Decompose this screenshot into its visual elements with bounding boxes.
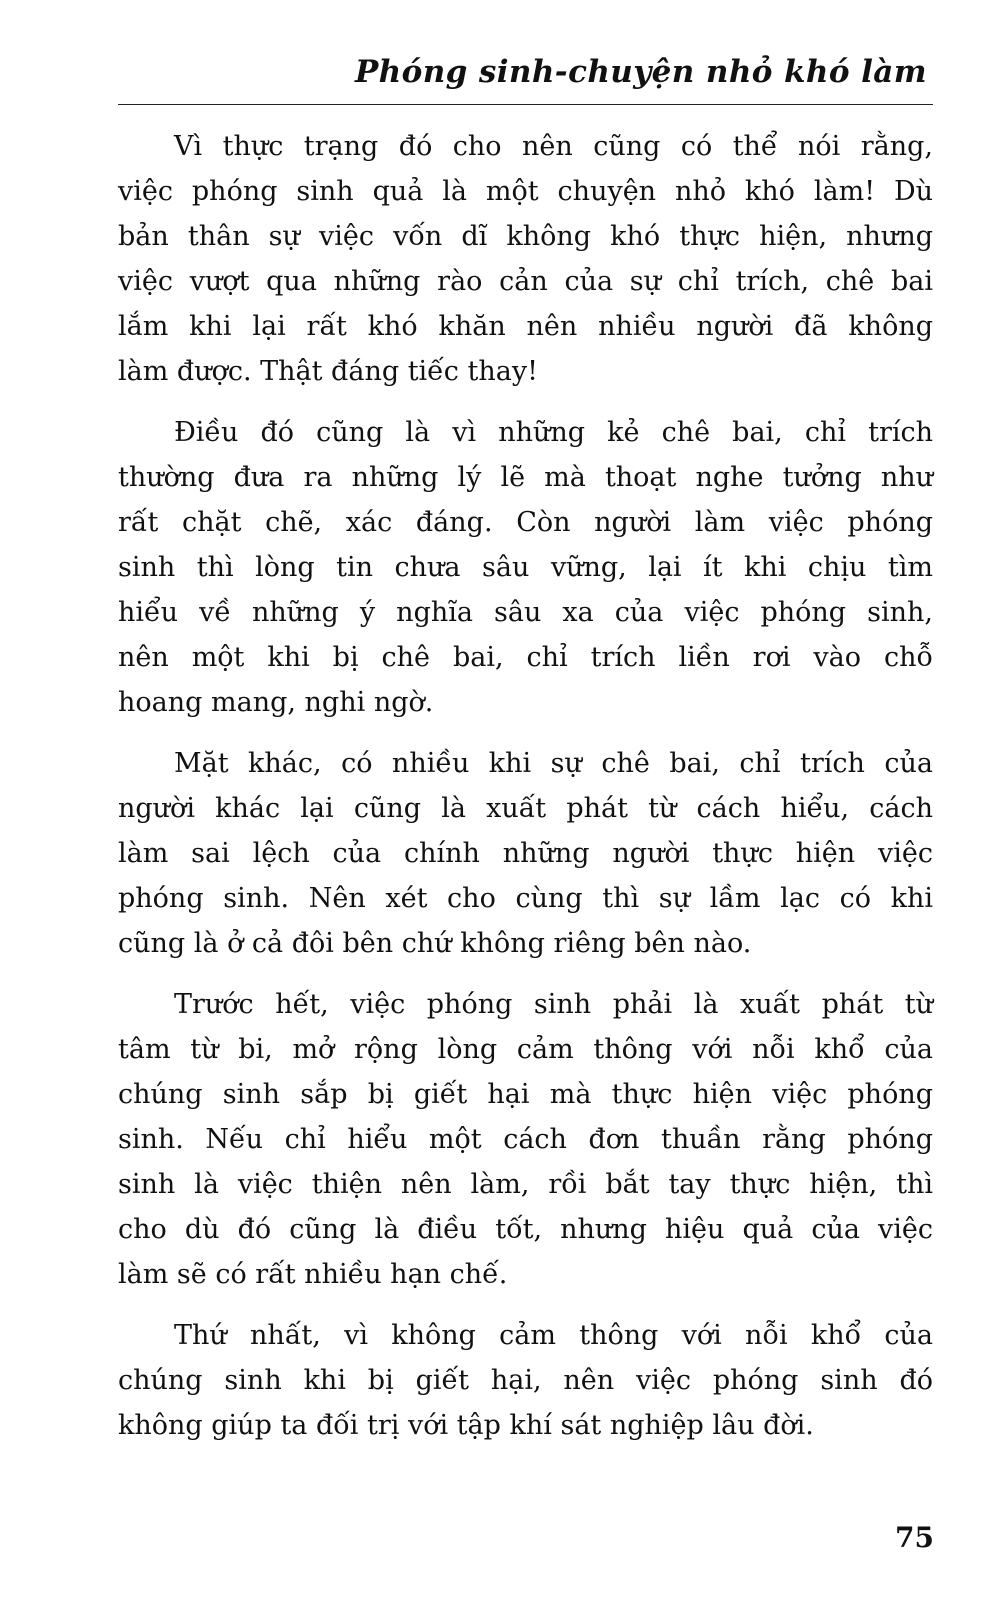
text-line: rất chặt chẽ, xác đáng. Còn người làm việc phóng — [118, 507, 933, 538]
text-line: sinh là việc thiện nên làm, rồi bắt tay thực hiện, thì — [118, 1169, 933, 1200]
text-line: bản thân sự việc vốn dĩ không khó thực hiện, nhưng — [118, 221, 933, 252]
page-number: 75 — [895, 1521, 934, 1554]
text-line: làm sai lệch của chính những người thực hiện việc — [118, 838, 933, 869]
text-line: Trước hết, việc phóng sinh phải là xuất phát từ — [174, 989, 933, 1020]
paragraph-2 — [118, 410, 933, 725]
text-line: Thứ nhất, vì không cảm thông với nỗi khổ của — [174, 1320, 933, 1351]
text-line: cho dù đó cũng là điều tốt, nhưng hiệu quả của việc — [118, 1214, 933, 1245]
paragraph-3 — [118, 741, 933, 966]
paragraph-4 — [118, 982, 933, 1297]
text-line: không giúp ta đối trị với tập khí sát nghiệp lâu đời. — [118, 1410, 814, 1441]
paragraph-1 — [118, 124, 933, 394]
text-line: người khác lại cũng là xuất phát từ cách hiểu, cách — [118, 793, 933, 824]
text-line: sinh thì lòng tin chưa sâu vững, lại ít khi chịu tìm — [118, 552, 933, 583]
text-line: chúng sinh khi bị giết hại, nên việc phóng sinh đó — [118, 1365, 933, 1396]
text-line: hoang mang, nghi ngờ. — [118, 687, 434, 718]
text-line: nên một khi bị chê bai, chỉ trích liền rơi vào chỗ — [118, 642, 933, 673]
text-line: chúng sinh sắp bị giết hại mà thực hiện việc phóng — [118, 1079, 933, 1110]
text-line: việc phóng sinh quả là một chuyện nhỏ khó làm! Dù — [118, 176, 933, 207]
text-line: Mặt khác, có nhiều khi sự chê bai, chỉ trích của — [174, 748, 933, 779]
text-line: Vì thực trạng đó cho nên cũng có thể nói rằng, — [174, 131, 933, 162]
text-line: hiểu về những ý nghĩa sâu xa của việc phóng sinh, — [118, 597, 933, 628]
text-line: Điều đó cũng là vì những kẻ chê bai, chỉ trích — [174, 417, 933, 448]
text-line: làm được. Thật đáng tiếc thay! — [118, 356, 538, 387]
text-line: việc vượt qua những rào cản của sự chỉ trích, chê bai — [118, 266, 933, 297]
body-text — [118, 124, 933, 1464]
text-line: tâm từ bi, mở rộng lòng cảm thông với nỗi khổ của — [118, 1034, 933, 1065]
text-line: cũng là ở cả đôi bên chứ không riêng bên nào. — [118, 928, 752, 959]
running-header — [118, 48, 933, 105]
text-line: thường đưa ra những lý lẽ mà thoạt nghe tưởng như — [118, 462, 933, 493]
paragraph-5 — [118, 1313, 933, 1448]
text-line: làm sẽ có rất nhiều hạn chế. — [118, 1259, 508, 1290]
text-line: phóng sinh. Nên xét cho cùng thì sự lầm lạc có khi — [118, 883, 933, 914]
running-title: Phóng sinh-chuyện nhỏ khó làm — [354, 54, 927, 90]
text-line: lắm khi lại rất khó khăn nên nhiều người đã không — [118, 311, 933, 342]
text-line: sinh. Nếu chỉ hiểu một cách đơn thuần rằng phóng — [118, 1124, 933, 1155]
